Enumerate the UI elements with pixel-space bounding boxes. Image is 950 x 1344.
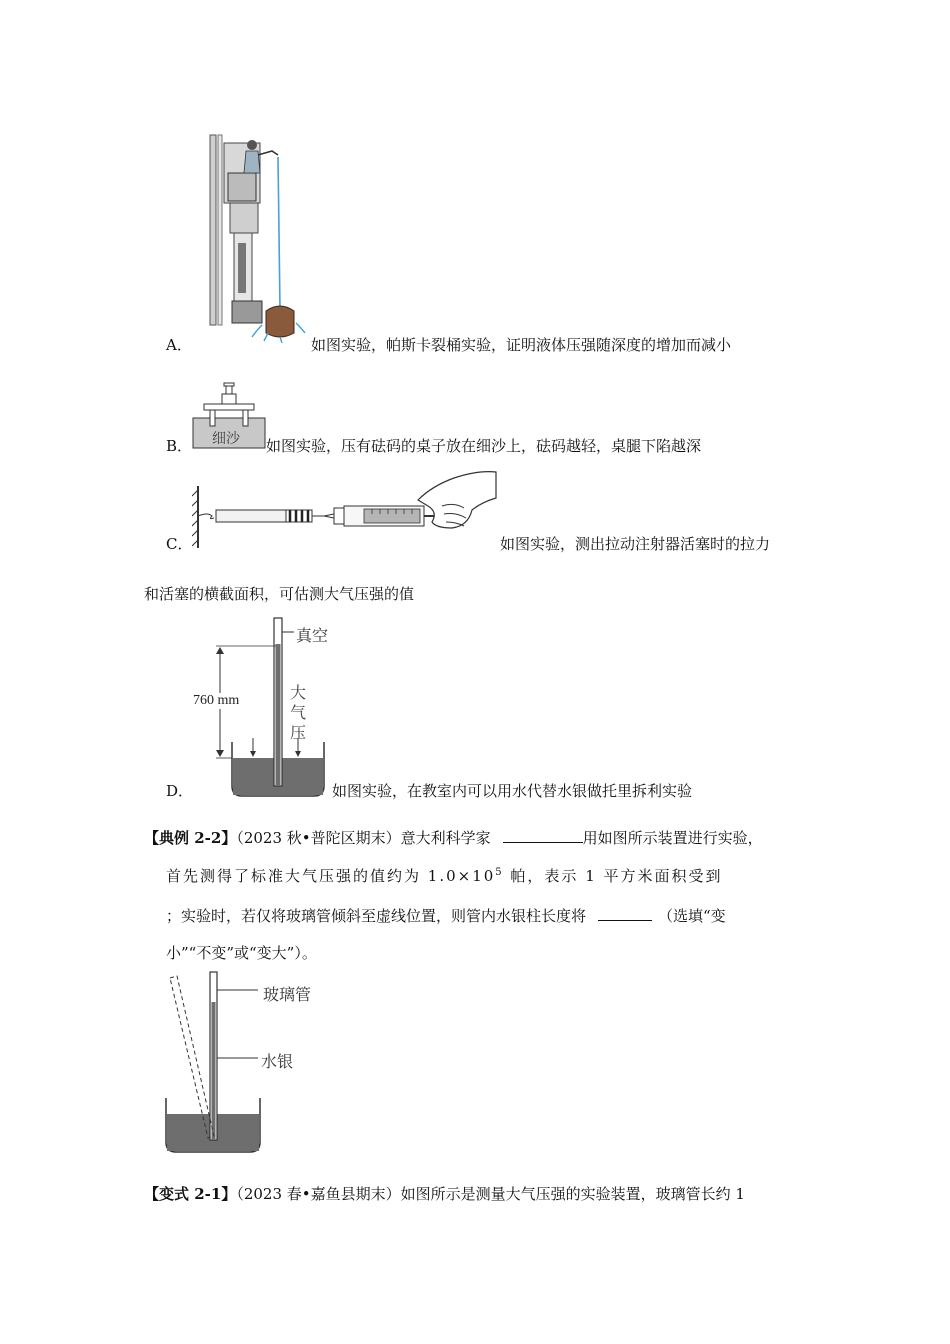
option-d-text: 如图实验，在教室内可以用水代替水银做托里拆利实验	[332, 782, 693, 800]
length-blank[interactable]	[598, 906, 652, 921]
option-c-text-line1: 如图实验，测出拉动注射器活塞时的拉力	[500, 535, 771, 553]
example-source: （2023 秋•普陀区期末）	[236, 829, 401, 847]
option-c-label: C．	[166, 535, 193, 553]
pressure-label-2: 气	[290, 703, 307, 722]
scientist-blank[interactable]	[503, 828, 583, 843]
exponent: 5	[495, 867, 504, 878]
sand-label: 细沙	[212, 431, 240, 447]
tilted-tube-figure	[162, 970, 332, 1154]
example-tag: 【典例 2-2】	[144, 829, 237, 847]
option-a-label: A．	[166, 336, 192, 354]
pressure-label-1: 大	[290, 683, 307, 702]
option-a-text: 如图实验，帕斯卡裂桶实验，证明液体压强随深度的增加而减小	[311, 336, 732, 354]
torricelli-figure	[186, 614, 336, 800]
height-label: 760 mm	[193, 693, 240, 708]
option-c-text-line2: 和活塞的横截面积，可估测大气压强的值	[144, 585, 415, 603]
line3-text-a: ；实验时，若仅将玻璃管倾斜至虚线位置，则管内水银柱长度将	[166, 907, 587, 925]
line2-text-a: 首先测得了标准大气压强的值约为 1.0×10	[166, 867, 496, 885]
example-text-a: 意大利科学家	[400, 829, 491, 847]
example-2-2-line1	[144, 828, 763, 848]
example-2-2-line2	[166, 866, 723, 886]
example-2-2-line3	[166, 906, 726, 926]
example-text-b: 用如图所示装置进行实验，	[582, 829, 763, 847]
option-b-label: B．	[166, 437, 193, 455]
variant-2-1-line1	[144, 1184, 745, 1204]
variant-text: 如图所示是测量大气压强的实验装置，玻璃管长约 1	[400, 1185, 745, 1203]
line2-text-b: 帕，表示 1 平方米面积受到	[503, 867, 723, 885]
example-2-2-line4: 小”“不变”或“变大”）。	[166, 944, 317, 962]
line3-text-b: （选填“变	[658, 907, 726, 925]
variant-source: （2023 春•嘉鱼县期末）	[236, 1185, 401, 1203]
option-d-label: D．	[166, 782, 194, 800]
pressure-label-3: 压	[290, 723, 307, 742]
vacuum-label: 真空	[296, 626, 329, 645]
mercury-label: 水银	[261, 1052, 294, 1071]
syringe-figure	[192, 468, 498, 550]
variant-tag: 【变式 2-1】	[144, 1185, 237, 1203]
pascal-barrel-figure	[206, 133, 306, 343]
glass-tube-label: 玻璃管	[263, 985, 312, 1004]
option-b-text: 如图实验，压有砝码的桌子放在细沙上，砝码越轻，桌腿下陷越深	[266, 437, 702, 455]
sand-table-figure	[192, 382, 266, 450]
